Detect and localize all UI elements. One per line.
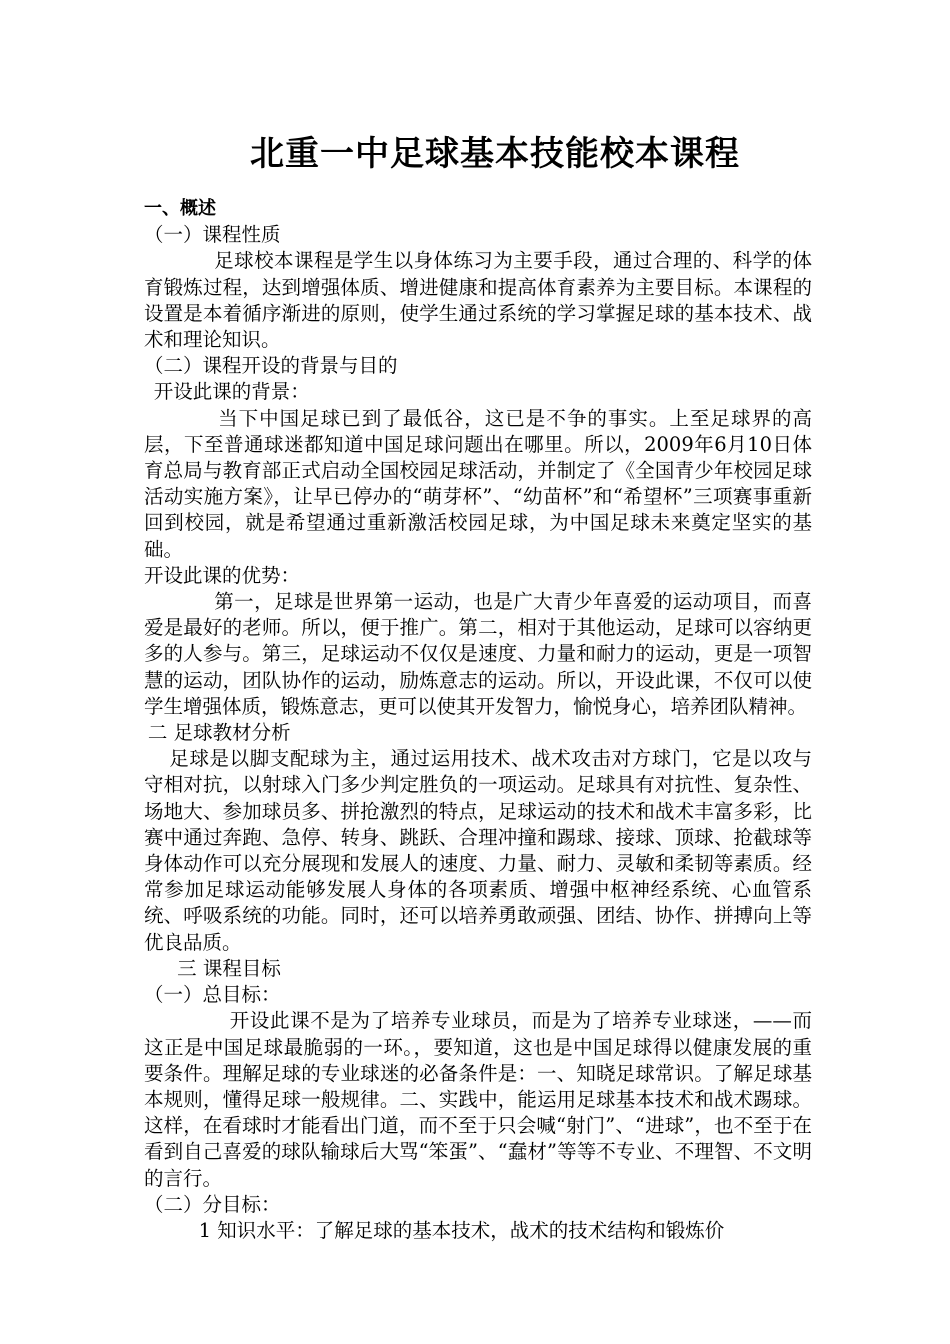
subsection-heading-course-nature: （一）课程性质 [144,223,281,247]
heading-advantages: 开设此课的优势： [144,563,301,587]
heading-background: 开设此课的背景： [153,380,310,404]
section-heading-overview: 一、概述 [144,198,216,219]
paragraph-course-nature: 足球校本课程是学生以身体练习为主要手段，通过合理的、科学的体育锻炼过程，达到增强体质、增进健康和提高体育素养为主要目标。本课程的设置是本着循序渐进的原则，使学生通过系统的学习掌握足球的基本技术、战术和理论知识。 [144,249,812,352]
subsection-heading-overall-goal: （一）总目标： [144,983,281,1007]
section-heading-course-goals: 三 课程目标 [177,956,281,980]
document-title: 北重一中足球基本技能校本课程 [250,134,740,174]
paragraph-overall-goal: 开设此课不是为了培养专业球员，而是为了培养专业球迷，——而这正是中国足球最脆弱的一环。，要知道，这也是中国足球得以健康发展的重要条件。理解足球的专业球迷的必备条件是：一、知晓足球常识。了解足球基本规则，懂得足球一般规律。二、实践中，能运用足球基本技术和战术踢球。这样，在看球时才能看出门道，而不至于只会喊“射门”、“进球”，也不至于在看到自己喜爱的球队输球后大骂“笨蛋”、“蠢材”等等不专业、不理智、不文明的言行。 [144,1009,812,1190]
paragraph-advantages: 第一，足球是世界第一运动，也是广大青少年喜爱的运动项目，而喜爱是最好的老师。所以，便于推广。第二，相对于其他运动，足球可以容纳更多的人参与。第三，足球运动不仅仅是速度、力量和耐力的运动，更是一项智慧的运动，团队协作的运动，励炼意志的运动。所以，开设此课，不仅可以使学生增强体质，锻炼意志，更可以使其开发智力，愉悦身心，培养团队精神。 [144,590,812,718]
paragraph-background: 当下中国足球已到了最低谷，这已是不争的事实。上至足球界的高层，下至普通球迷都知道中国足球问题出在哪里。所以，2009年6月10日体育总局与教育部正式启动全国校园足球活动，并制定了《全国青少年校园足球活动实施方案》，让早已停办的“萌芽杯”、“幼苗杯”和“希望杯”三项赛事重新回到校园，就是希望通过重新激活校园足球，为中国足球未来奠定坚实的基础。 [144,406,812,561]
section-heading-material-analysis: 二 足球教材分析 [147,721,291,745]
subsection-heading-background-purpose: （二）课程开设的背景与目的 [144,354,398,378]
paragraph-material-analysis: 足球是以脚支配球为主，通过运用技术、战术攻击对方球门，它是以攻与守相对抗，以射球入门多少判定胜负的一项运动。足球具有对抗性、复杂性、场地大、参加球员多、拼抢激烈的特点，足球运动的技术和战术丰富多彩，比赛中通过奔跑、急停、转身、跳跃、合理冲撞和踢球、接球、顶球、抢截球等身体动作可以充分展现和发展人的速度、力量、耐力、灵敏和柔韧等素质。经常参加足球运动能够发展人身体的各项素质、增强中枢神经系统、心血管系统、呼吸系统的功能。同时，还可以培养勇敢顽强、团结、协作、拼搏向上等优良品质。 [144,747,812,954]
document-body [144,196,812,1244]
list-item-knowledge-level: 1 知识水平：了解足球的基本技术，战术的技术结构和锻炼价 [198,1218,725,1242]
subsection-heading-sub-goals: （二）分目标： [144,1192,281,1216]
